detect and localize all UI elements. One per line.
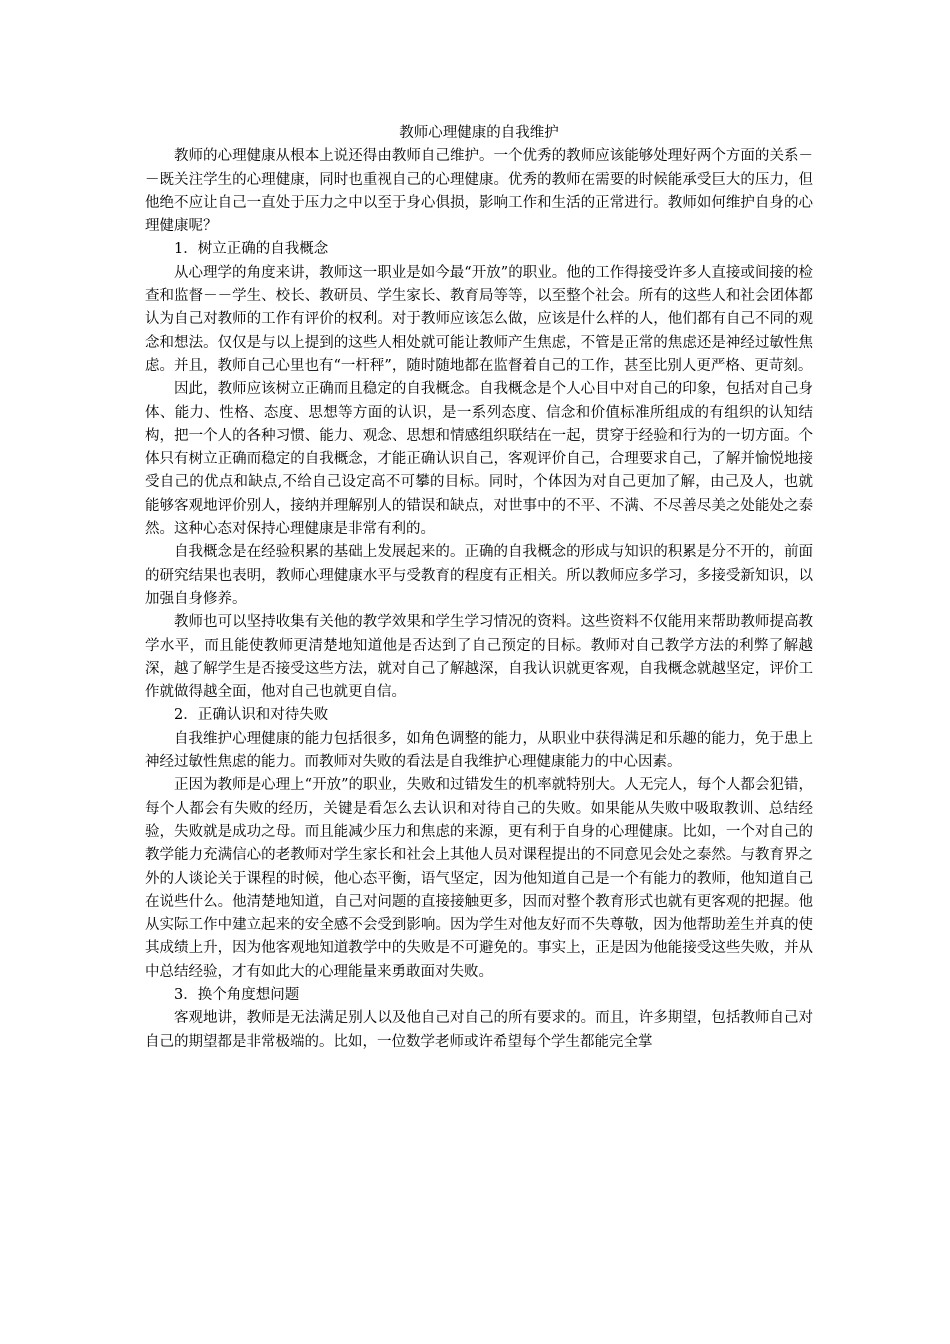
section2-paragraph-1: 自我维护心理健康的能力包括很多，如角色调整的能力，从职业中获得满足和乐趣的能力，免于患上神经过敏性焦虑的能力。而教师对失败的看法是自我维护心理健康能力的中心因素。 [145, 730, 813, 771]
section1-paragraph-3: 自我概念是在经验积累的基础上发展起来的。正确的自我概念的形成与知识的积累是分不开的，前面的研究结果也表明，教师心理健康水平与受教育的程度有正相关。所以教师应多学习，多接受新知识，以加强自身修养。 [145, 544, 813, 607]
document-title: 教师心理健康的自我维护 [399, 125, 559, 141]
section1-paragraph-4: 教师也可以坚持收集有关他的教学效果和学生学习情况的资料。这些资料不仅能用来帮助教师提高教学水平，而且能使教师更清楚地知道他是否达到了自己预定的目标。教师对自己教学方法的利弊了解越深，越了解学生是否接受这些方法，就对自己了解越深，自我认识就更客观，自我概念就越坚定，评价工作就做得越全面，他对自己也就更自信。 [145, 614, 813, 701]
section-heading-1: 1．树立正确的自我概念 [174, 241, 329, 258]
intro-paragraph: 教师的心理健康从根本上说还得由教师自己维护。一个优秀的教师应该能够处理好两个方面的关系－－既关注学生的心理健康，同时也重视自己的心理健康。优秀的教师在需要的时候能承受巨大的压力，但他绝不应让自己一直处于压力之中以至于身心俱损，影响工作和生活的正常进行。教师如何维护自身的心理健康呢？ [145, 148, 813, 235]
section-heading-3: 3．换个角度想问题 [174, 986, 300, 1003]
section3-paragraph-1: 客观地讲，教师是无法满足别人以及他自己对自己的所有要求的。而且，许多期望，包括教师自己对自己的期望都是非常极端的。比如，一位数学老师或许希望每个学生都能完全掌 [145, 1010, 813, 1050]
document-page [145, 122, 813, 1054]
section1-paragraph-2: 因此，教师应该树立正确而且稳定的自我概念。自我概念是个人心目中对自己的印象，包括对自己身体、能力、性格、态度、思想等方面的认识，是一系列态度、信念和价值标准所组成的有组织的认知结构，把一个人的各种习惯、能力、观念、思想和情感组织联结在一起，贯穿于经验和行为的一切方面。个体只有树立正确而稳定的自我概念，才能正确认识自己，客观评价自己，合理要求自己，了解并愉悦地接受自己的优点和缺点,不给自己设定高不可攀的目标。同时，个体因为对自己更加了解，由己及人，也就能够客观地评价别人，接纳并理解别人的错误和缺点，对世事中的不平、不满、不尽善尽美之处能处之泰然。这种心态对保持心理健康是非常有利的。 [145, 381, 813, 538]
section-heading-2: 2．正确认识和对待失败 [174, 707, 329, 724]
section1-paragraph-1: 从心理学的角度来讲，教师这一职业是如今最“开放”的职业。他的工作得接受许多人直接或间接的检查和监督－－学生、校长、教研员、学生家长、教育局等等，以至整个社会。所有的这些人和社会团体都认为自己对教师的工作有评价的权利。对于教师应该怎么做，应该是什么样的人，他们都有自己不同的观念和想法。仅仅是与以上提到的这些人相处就可能让教师产生焦虑，不管是正常的焦虑还是神经过敏性焦虑。并且，教师自己心里也有“一杆秤”，随时随地都在监督着自己的工作，甚至比别人更严格、更苛刻。 [145, 264, 813, 374]
section2-paragraph-2: 正因为教师是心理上“开放”的职业，失败和过错发生的机率就特别大。人无完人，每个人都会犯错，每个人都会有失败的经历，关键是看怎么去认识和对待自己的失败。如果能从失败中吸取教训、总结经验，失败就是成功之母。而且能减少压力和焦虑的来源，更有利于自身的心理健康。比如，一个对自己的教学能力充满信心的老教师对学生家长和社会上其他人员对课程提出的不同意见会处之泰然。与教育界之外的人谈论关于课程的时候，他心态平衡，语气坚定，因为他知道自己是一个有能力的教师，他知道自己在说些什么。他清楚地知道，自己对问题的直接接触更多，因而对整个教育形式也就有更客观的把握。他从实际工作中建立起来的安全感不会受到影响。因为学生对他友好而不失尊敬，因为他帮助差生并真的使其成绩上升，因为他客观地知道教学中的失败是不可避免的。事实上，正是因为他能接受这些失败，并从中总结经验，才有如此大的心理能量来勇敢面对失败。 [145, 777, 813, 980]
